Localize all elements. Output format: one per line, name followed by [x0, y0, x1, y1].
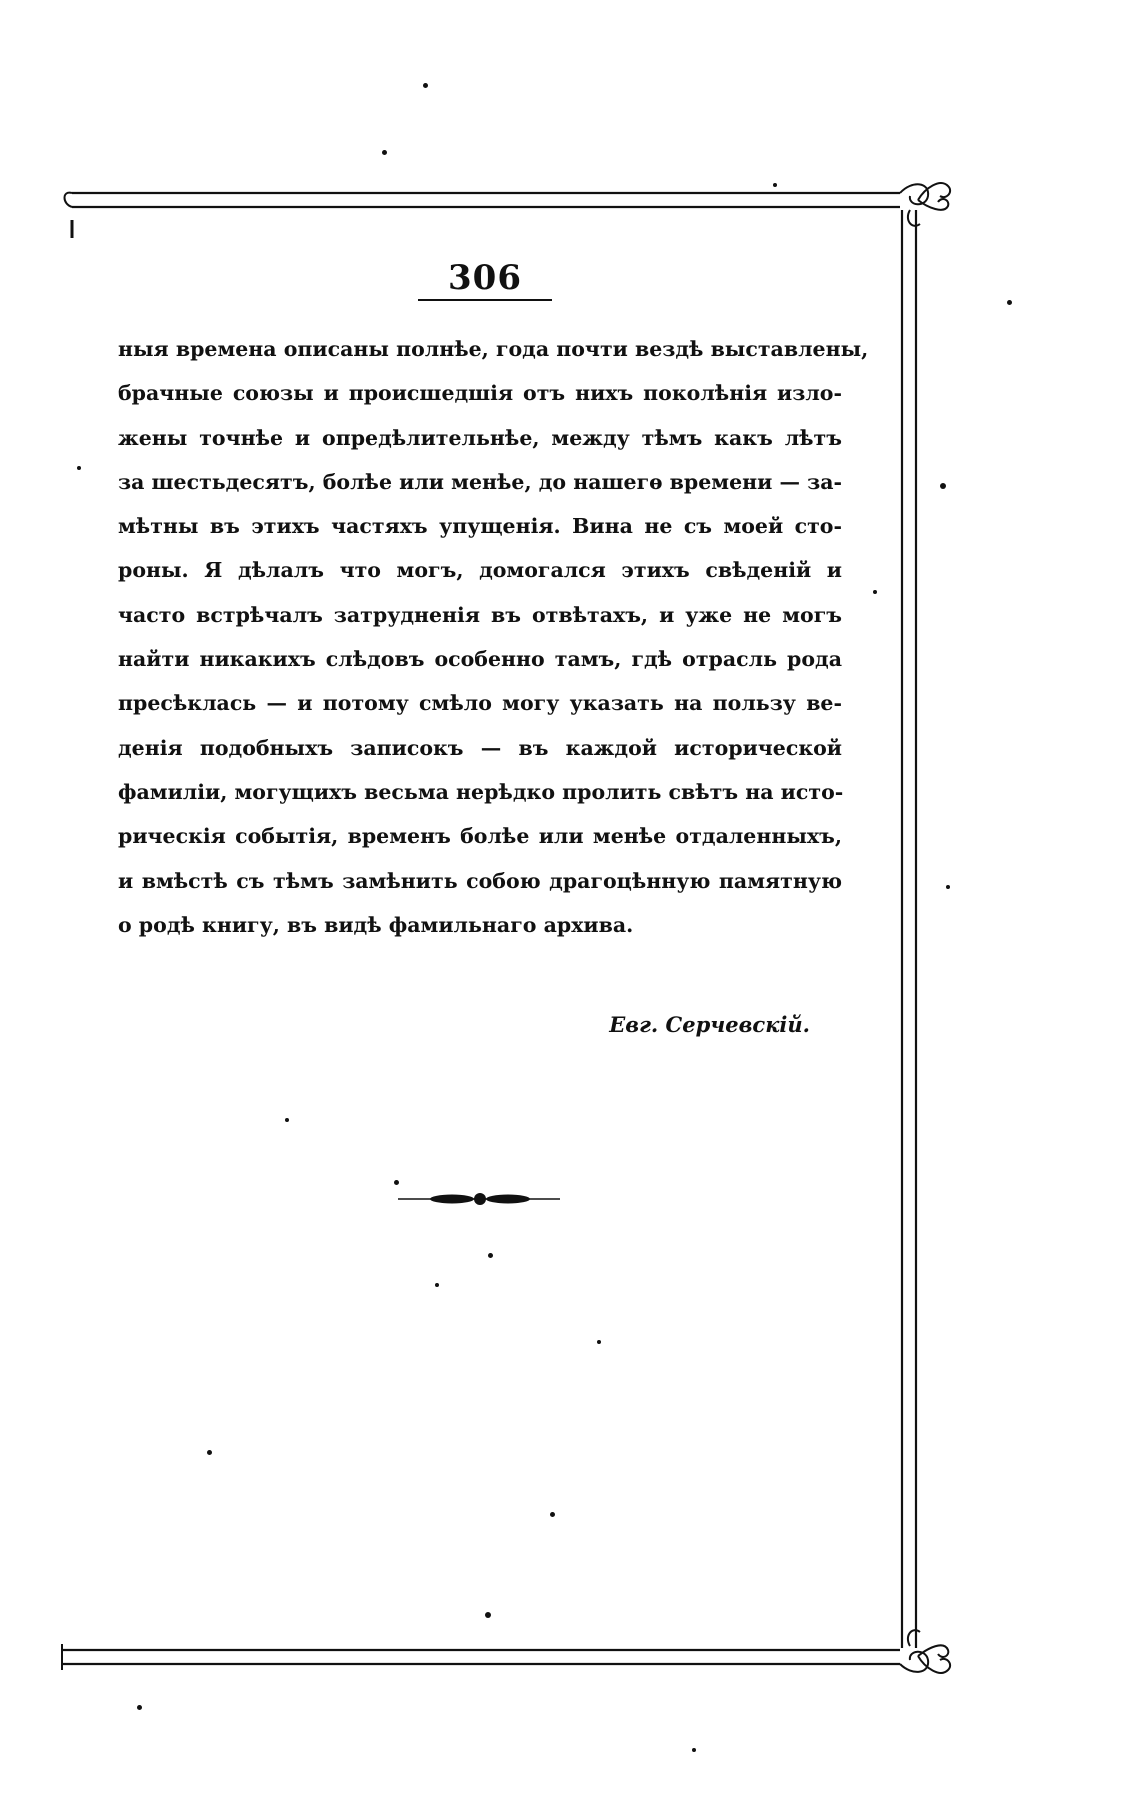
speck	[692, 1748, 696, 1752]
decorative-end-rule	[398, 1193, 560, 1205]
speck	[382, 150, 387, 155]
text-line: мѣтны въ этихъ частяхъ упущенія. Вина не съ моей сто-	[118, 514, 842, 539]
speck	[1007, 300, 1012, 305]
page-number: 306	[448, 258, 522, 298]
page-number-rule	[418, 299, 552, 301]
text-line: и вмѣстѣ съ тѣмъ замѣнить собою драгоцѣнную памятную	[118, 868, 842, 893]
speck	[485, 1612, 491, 1618]
text-line: роны. Я дѣлалъ что могъ, домогался этихъ свѣденій и	[118, 558, 842, 583]
speck	[597, 1340, 601, 1344]
text-line: о родѣ книгу, въ видѣ фамильнаго архива.	[118, 912, 634, 937]
text-line: пресѣклась — и потому смѣло могу указать на пользу ве-	[118, 691, 842, 716]
speck	[940, 483, 946, 489]
bottom-right-flourish	[900, 1630, 950, 1673]
speck	[423, 83, 428, 88]
text-line: часто встрѣчалъ затрудненія въ отвѣтахъ, и уже не могъ	[118, 602, 842, 627]
speck	[946, 885, 950, 889]
speck	[550, 1512, 555, 1517]
text-line: за шестьдесятъ, болѣе или менѣе, до нашегѳ времени — за-	[118, 469, 842, 494]
speck	[77, 466, 81, 470]
text-line: найти никакихъ слѣдовъ особенно тамъ, гдѣ отрасль рода	[118, 647, 842, 672]
text-line: брачные союзы и происшедшія отъ нихъ поколѣнія изло-	[118, 381, 842, 406]
author-signature: Евг. Серчевскій.	[609, 1012, 810, 1037]
speck	[873, 590, 877, 594]
speck	[285, 1118, 289, 1122]
text-line: рическія событія, временъ болѣе или менѣе отдаленныхъ,	[118, 824, 842, 849]
speck	[435, 1283, 439, 1287]
speck	[773, 183, 777, 187]
text-line: денія подобныхъ записокъ — въ каждой исторической	[118, 735, 842, 760]
text-line: ныя времена описаны полнѣе, года почти вездѣ выставлены,	[118, 337, 869, 361]
speck	[207, 1450, 212, 1455]
speck	[137, 1705, 142, 1710]
text-line: жены точнѣе и опредѣлительнѣе, между тѣмъ какъ лѣтъ	[118, 425, 842, 450]
text-line: фамиліи, могущихъ весьма нерѣдко пролить свѣтъ на исто-	[118, 779, 844, 804]
body-text	[118, 327, 869, 947]
speck	[394, 1180, 399, 1185]
speck	[488, 1253, 493, 1258]
top-right-flourish	[900, 183, 950, 226]
